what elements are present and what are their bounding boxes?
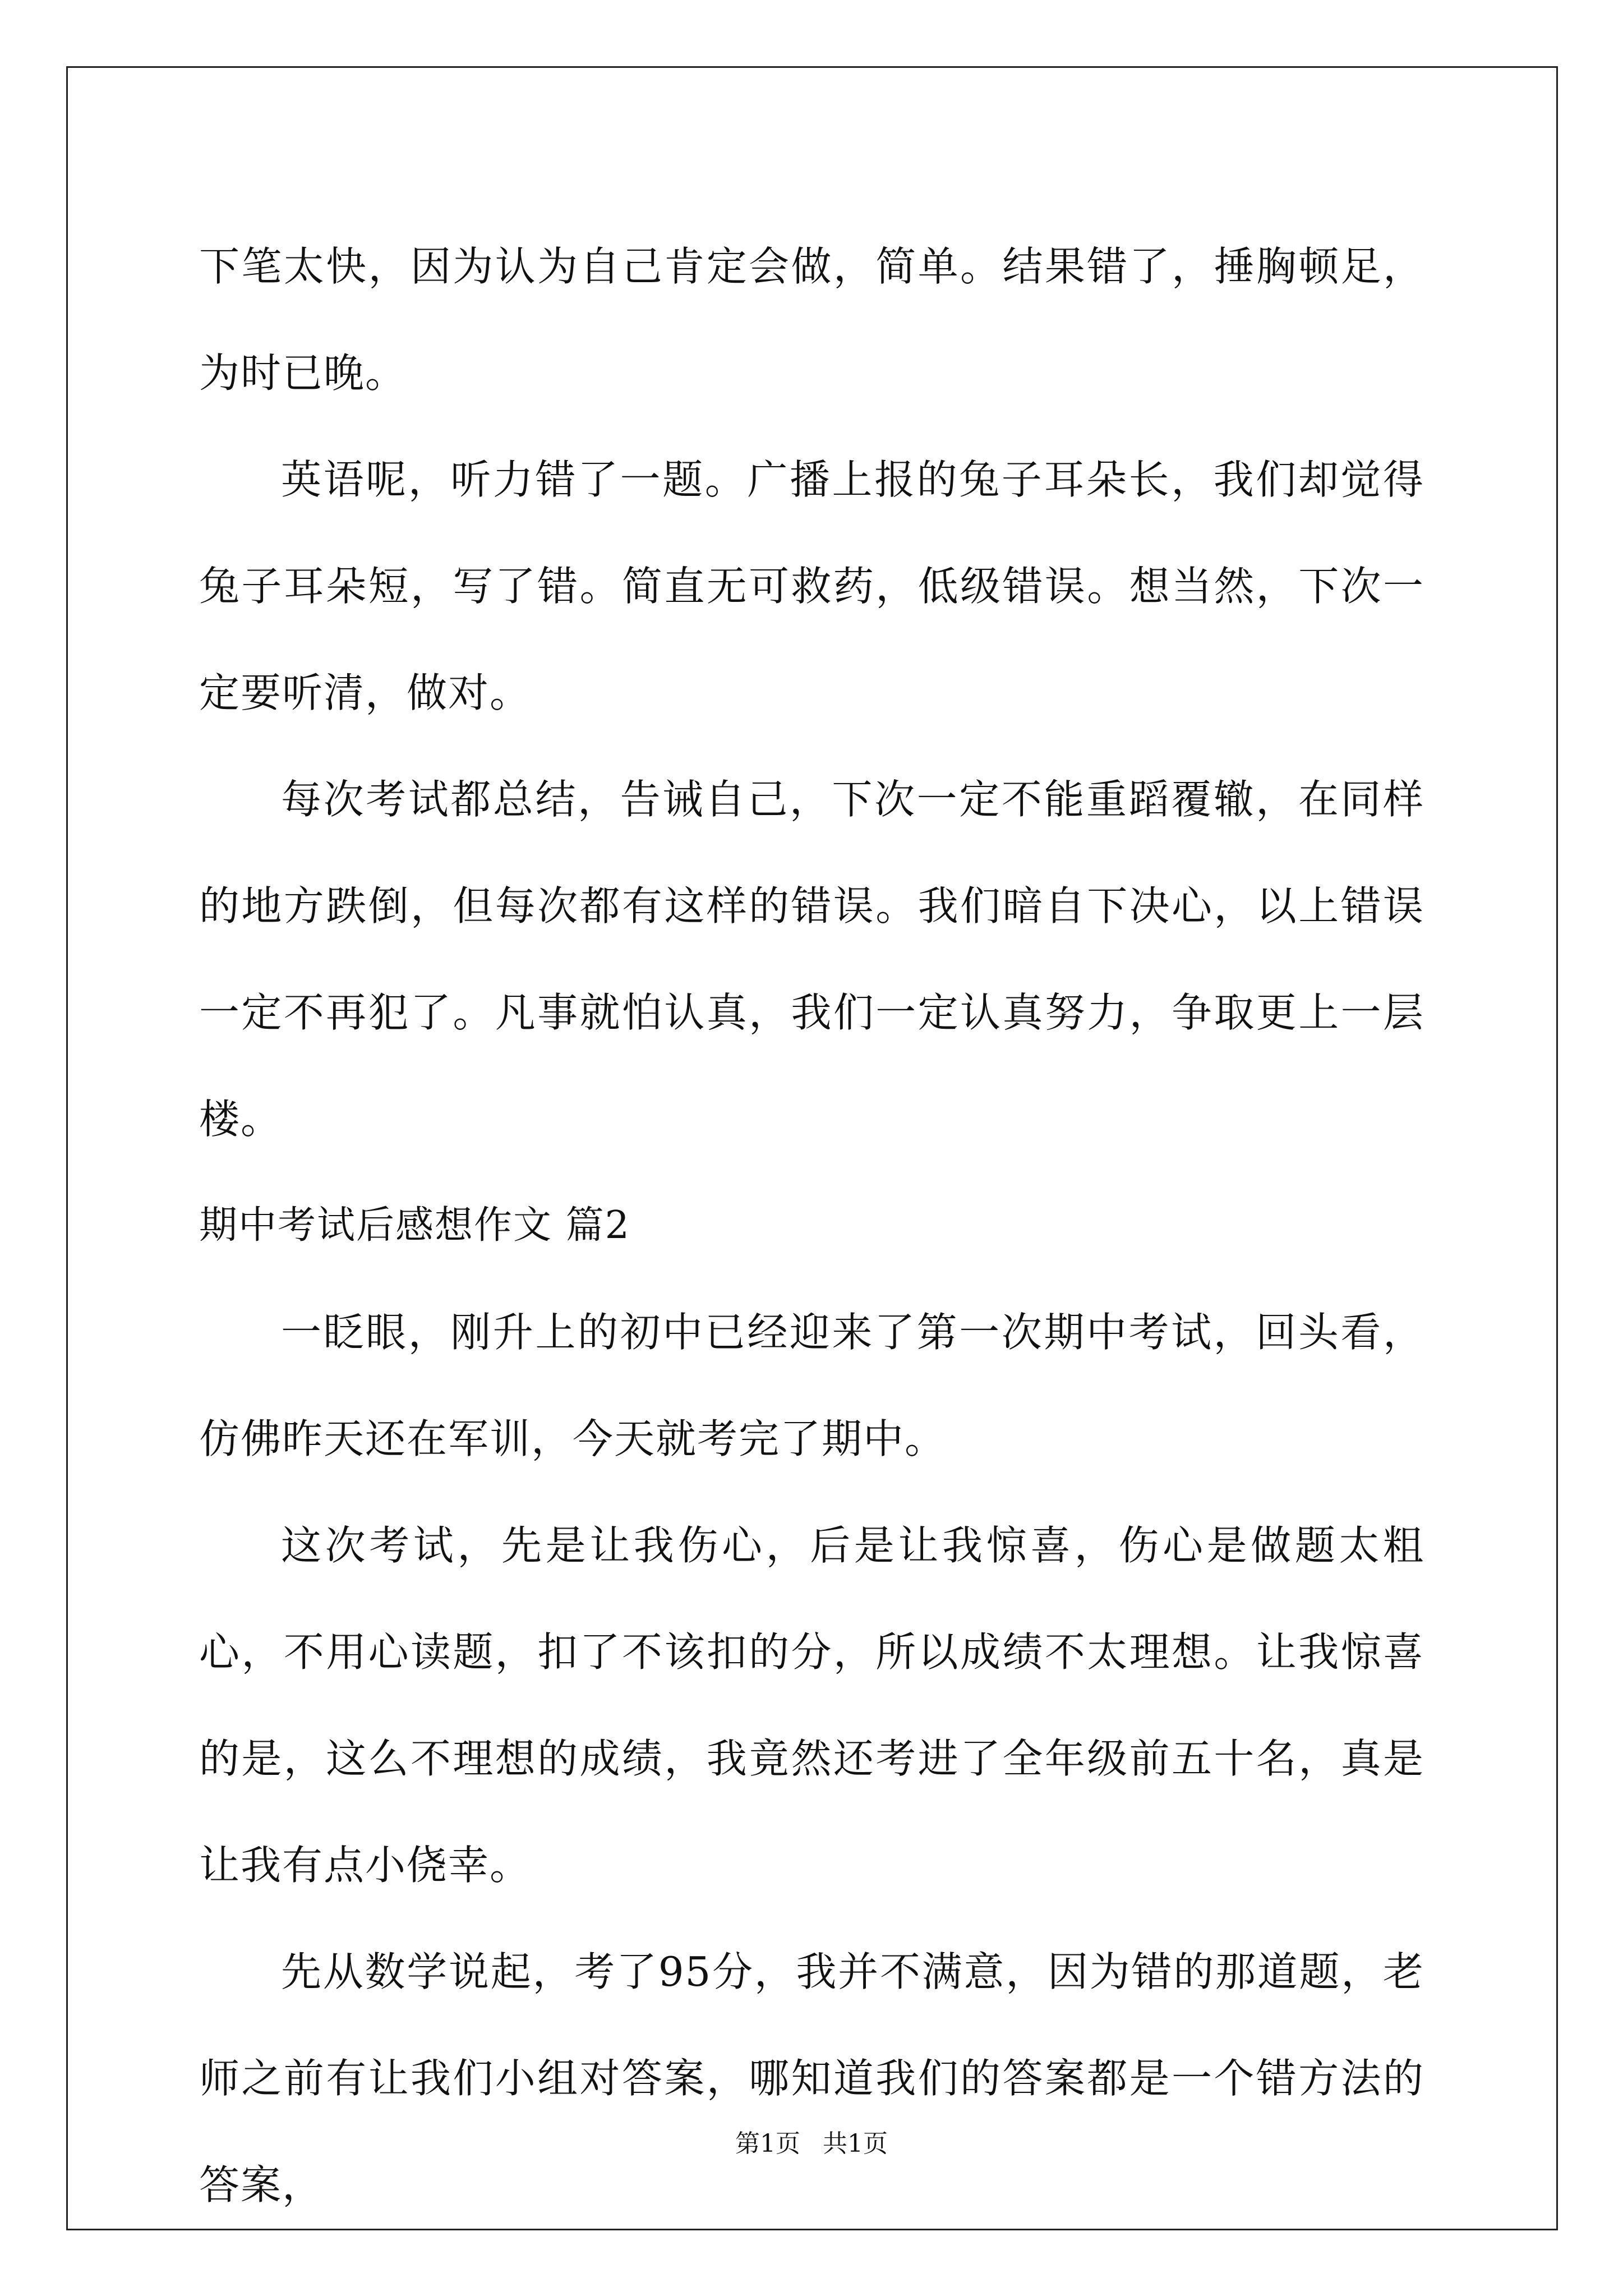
paragraph-summary: 每次考试都总结，告诫自己，下次一定不能重蹈覆辙，在同样的地方跌倒，但每次都有这样的错误。我们暗自下决心，以上错误一定不再犯了。凡事就怕认真，我们一定认真努力，争取更上一层楼。 [199, 776, 1424, 1143]
page-total: 共1页 [823, 2129, 888, 2158]
page-number: 第1页 [735, 2129, 800, 2158]
page-footer [0, 2127, 1623, 2161]
document-body [199, 213, 1424, 2238]
paragraph-intro: 一眨眼，刚升上的初中已经迎来了第一次期中考试，回头看，仿佛昨天还在军训，今天就考完了期中。 [199, 1309, 1424, 1462]
paragraph-english: 英语呢，听力错了一题。广播上报的兔子耳朵长，我们却觉得兔子耳朵短，写了错。简直无可救药，低级错误。想当然，下次一定要听清，做对。 [199, 456, 1424, 716]
section-heading: 期中考试后感想作文 篇2 [199, 1203, 630, 1248]
paragraph-math: 先从数学说起，考了95分，我并不满意，因为错的那道题，老师之前有让我们小组对答案，哪知道我们的答案都是一个错方法的答案， [199, 1948, 1424, 2208]
paragraph-continuation: 下笔太快，因为认为自己肯定会做，简单。结果错了，捶胸顿足，为时已晚。 [199, 243, 1424, 397]
paragraph-exam-feelings: 这次考试，先是让我伤心，后是让我惊喜，伤心是做题太粗心，不用心读题，扣了不该扣的分，所以成绩不太理想。让我惊喜的是，这么不理想的成绩，我竟然还考进了全年级前五十名，真是让我有点小侥幸。 [199, 1522, 1424, 1889]
